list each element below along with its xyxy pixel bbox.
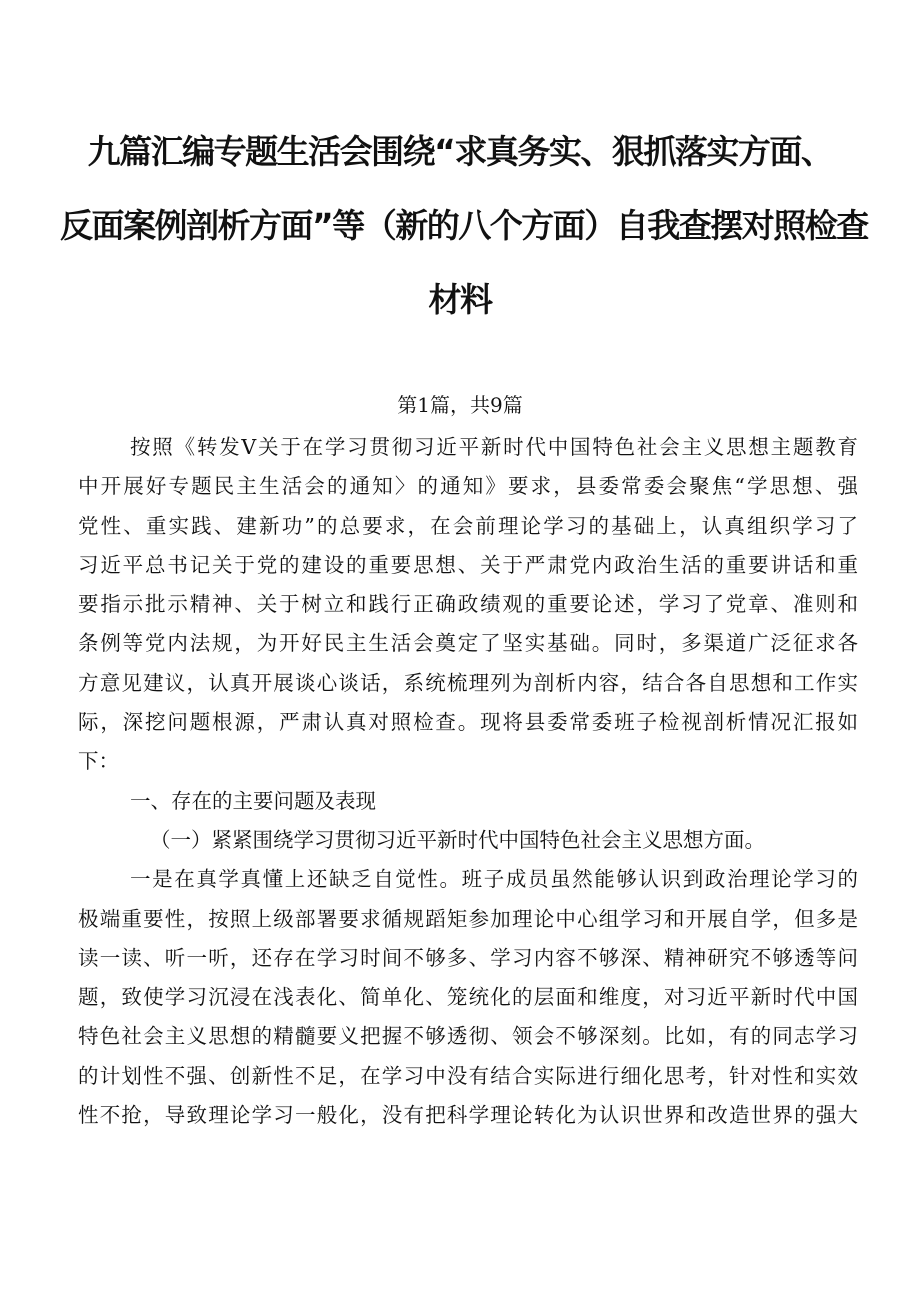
body-line: 特色社会主义思想的精髓要义把握不够透彻、领会不够深刻。比如，有的同志学习 xyxy=(78,1024,858,1049)
body-line: 性不抢，导致理论学习一般化，没有把科学理论转化为认识世界和改造世界的强大 xyxy=(78,1103,858,1128)
title-line-3: 材料 xyxy=(428,280,492,319)
body-line: 按照《转发Ⅴ关于在学习贯彻习近平新时代中国特色社会主义思想主题教育 xyxy=(130,435,858,459)
title-line-1: 九篇汇编专题生活会围绕“求真务实、狠抓落实方面、 xyxy=(87,132,833,171)
body-line: 极端重要性，按照上级部署要求循规蹈矩参加理论中心组学习和开展自学，但多是 xyxy=(78,906,858,931)
section-heading: 一、存在的主要问题及表现 xyxy=(130,788,376,813)
body-line: 题，致使学习沉浸在浅表化、简单化、笼统化的层面和维度，对习近平新时代中国 xyxy=(78,985,858,1010)
body-line: 党性、重实践、建新功”的总要求，在会前理论学习的基础上，认真组织学习了 xyxy=(78,513,858,538)
body-line: 读一读、听一听，还存在学习时间不够多、学习内容不够深、精神研究不够透等问 xyxy=(78,945,858,970)
body-line: 际，深挖问题根源，严肃认真对照检查。现将县委常委班子检视剖析情况汇报如 xyxy=(78,710,858,735)
body-line: 方意见建议，认真开展谈心谈话，系统梳理列为剖析内容，结合各自思想和工作实 xyxy=(78,670,858,695)
body-line: 一是在真学真懂上还缺乏自觉性。班子成员虽然能够认识到政治理论学习的 xyxy=(130,867,858,892)
body-line: 中开展好专题民主生活会的通知〉的通知》要求，县委常委会聚焦“学思想、强 xyxy=(78,474,858,499)
body-line: 条例等党内法规，为开好民主生活会奠定了坚实基础。同时，多渠道广泛征求各 xyxy=(78,631,858,656)
subsection-heading: （一）紧紧围绕学习贯彻习近平新时代中国特色社会主义思想方面。 xyxy=(150,827,765,852)
part-indicator: 第1篇，共9篇 xyxy=(397,393,523,417)
body-line: 下： xyxy=(78,749,119,774)
body-line: 习近平总书记关于党的建设的重要思想、关于严肃党内政治生活的重要讲话和重 xyxy=(78,552,858,577)
title-line-2: 反面案例剖析方面”等（新的八个方面）自我查摆对照检查 xyxy=(60,206,868,245)
body-line: 要指示批示精神、关于树立和践行正确政绩观的重要论述，学习了党章、准则和 xyxy=(78,592,858,617)
document-body xyxy=(78,428,858,1135)
document-title xyxy=(60,132,868,354)
body-line: 的计划性不强、创新性不足，在学习中没有结合实际进行细化思考，针对性和实效 xyxy=(78,1063,858,1088)
